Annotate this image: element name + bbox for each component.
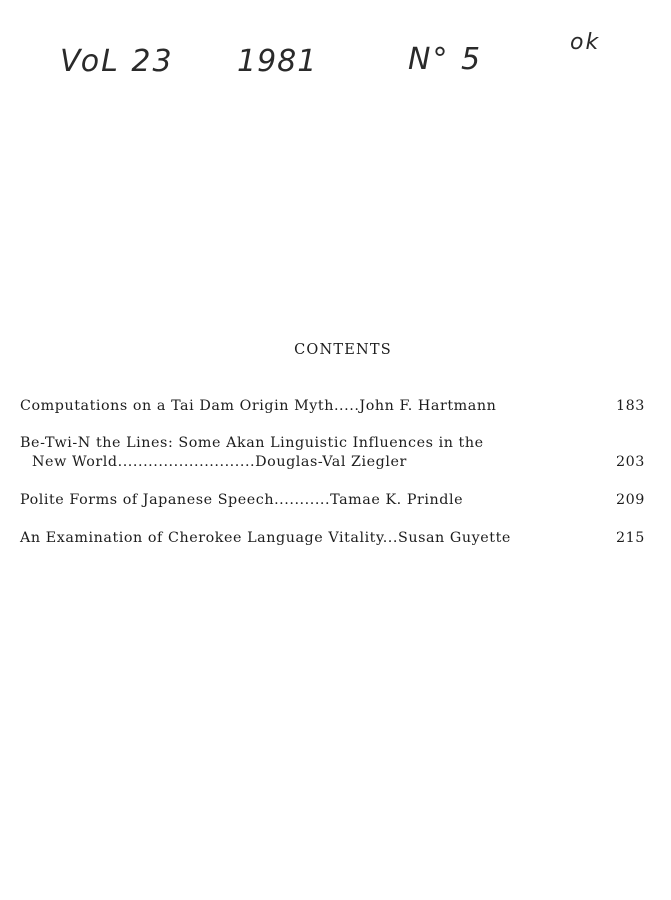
toc-entry-text: An Examination of Cherokee Language Vitality...Susan Guyette	[20, 530, 511, 546]
toc-entry-page: 183	[616, 398, 645, 414]
toc-entry-text: Computations on a Tai Dam Origin Myth.....John F. Hartmann	[20, 398, 497, 414]
handwritten-number: N° 5	[408, 42, 483, 77]
toc-entry-page: 209	[616, 492, 645, 508]
toc-entry	[20, 491, 650, 510]
toc-entry-text-line1: Be-Twi-N the Lines: Some Akan Linguistic Influences in the	[20, 435, 484, 451]
contents-heading: CONTENTS	[294, 342, 392, 358]
toc-entry-page: 203	[616, 454, 645, 470]
handwritten-ok-mark: ok	[570, 30, 601, 55]
toc-entry	[20, 529, 650, 548]
toc-entry-page: 215	[616, 530, 645, 546]
toc-entry-text-line2: New World...........................Douglas-Val Ziegler	[32, 454, 407, 470]
handwritten-year: 1981	[237, 44, 318, 79]
toc-entry	[20, 434, 650, 472]
toc-entry	[20, 397, 650, 416]
handwritten-volume: VoL 23	[60, 44, 174, 79]
toc-entry-text: Polite Forms of Japanese Speech...........Tamae K. Prindle	[20, 492, 464, 508]
